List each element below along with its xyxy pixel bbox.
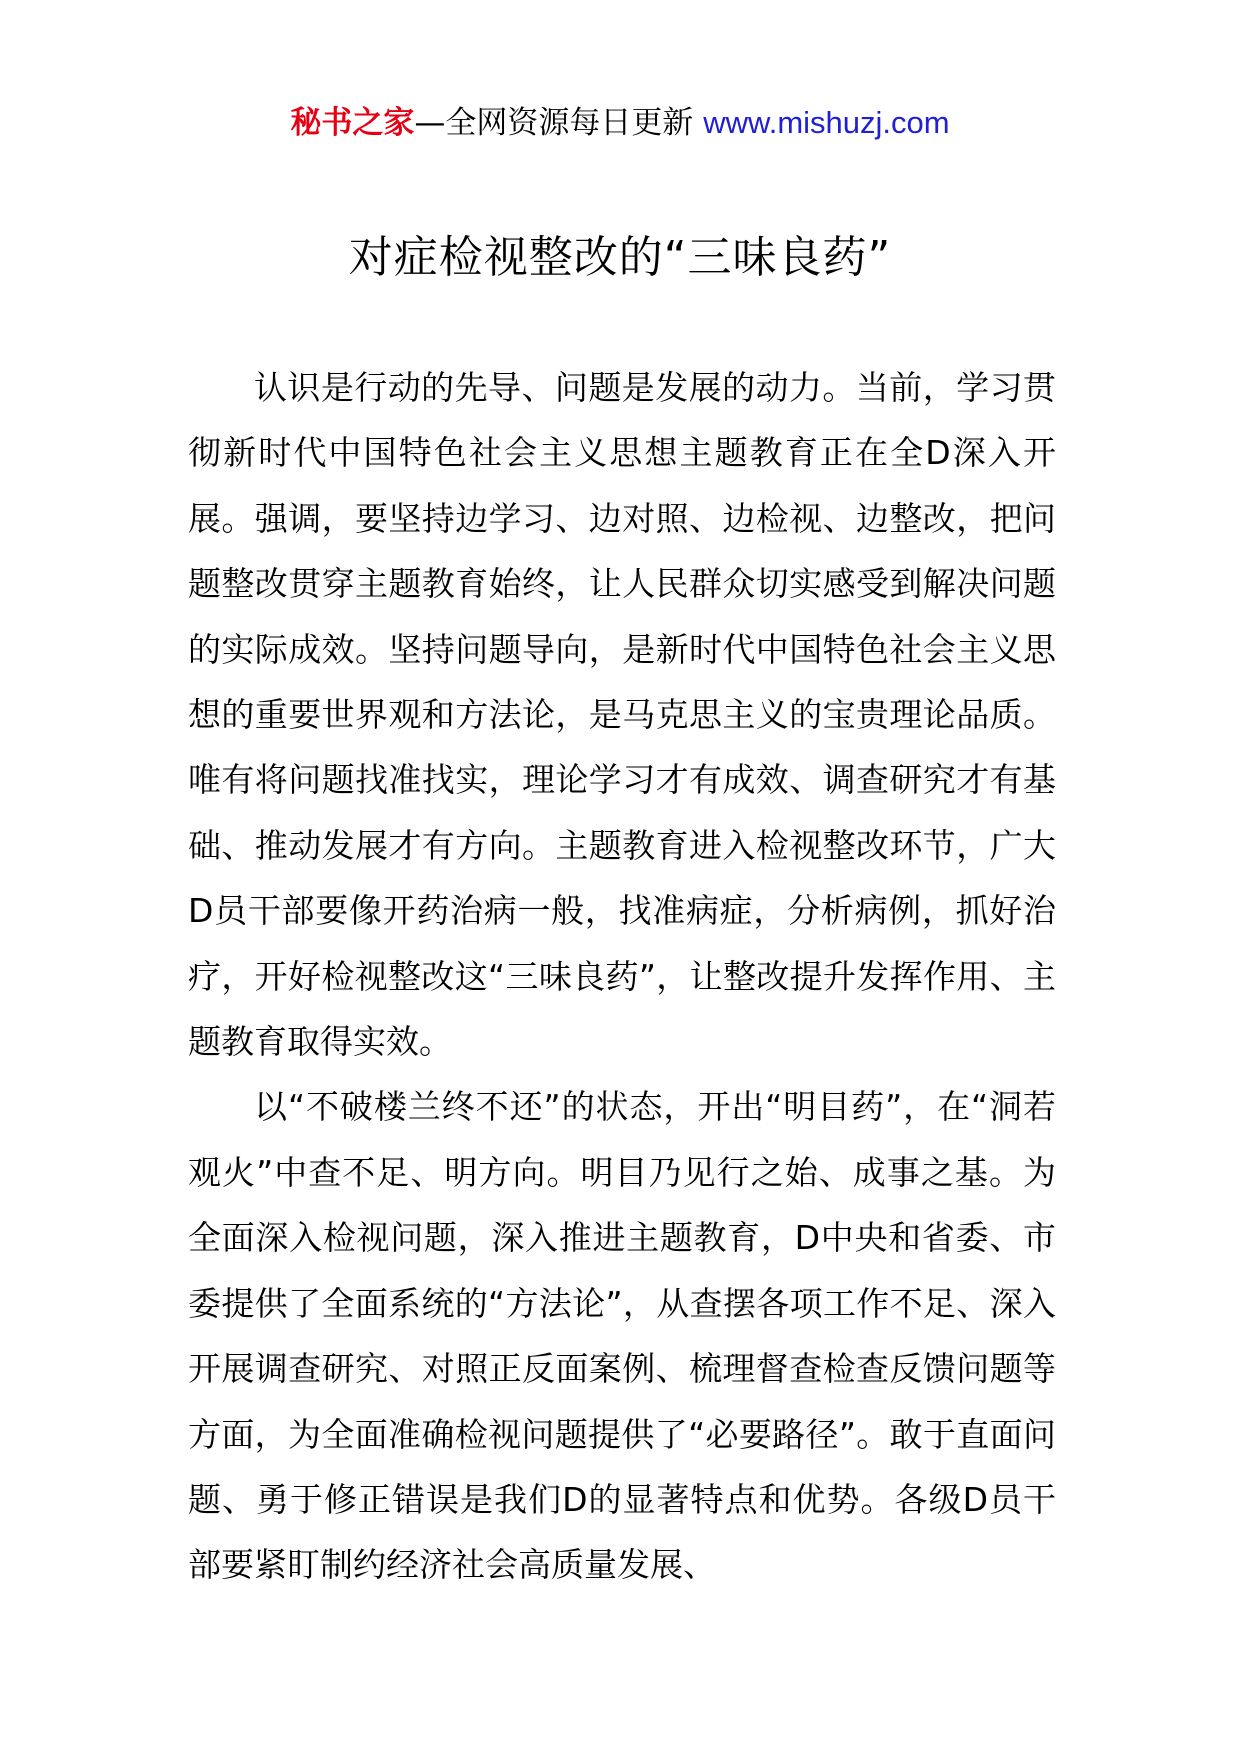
body-paragraph: 认识是行动的先导、问题是发展的动力。当前，学习贯彻新时代中国特色社会主义思想主题教育正在全D深入开展。强调，要坚持边学习、边对照、边检视、边整改，把问题整改贯穿主题教育始终，让人民群众切实感受到解决问题的实际成效。坚持问题导向，是新时代中国特色社会主义思想的重要世界观和方法论，是马克思主义的宝贵理论品质。唯有将问题找准找实，理论学习才有成效、调查研究才有基础、推动发展才有方向。主题教育进入检视整改环节，广大D员干部要像开药治病一般，找准病症，分析病例，抓好治疗，开好检视整改这“三味良药”，让整改提升发挥作用、主题教育取得实效。 <box>188 368 1056 1062</box>
site-url-link[interactable]: www.mishuzj.com <box>703 105 950 140</box>
document-body <box>188 355 1056 1598</box>
site-slogan: —全网资源每日更新 <box>414 105 694 141</box>
site-header <box>0 100 1240 146</box>
document-title: 对症检视整改的“三味良药” <box>348 232 892 283</box>
site-brand: 秘书之家 <box>290 105 415 141</box>
body-paragraph: 以“不破楼兰终不还”的状态，开出“明目药”，在“洞若观火”中查不足、明方向。明目乃见行之始、成事之基。为全面深入检视问题，深入推进主题教育，D中央和省委、市委提供了全面系统的“方法论”，从查摆各项工作不足、深入开展调查研究、对照正反面案例、梳理督查检查反馈问题等方面，为全面准确检视问题提供了“必要路径”。敢于直面问题、勇于修正错误是我们D的显著特点和优势。各级D员干部要紧盯制约经济社会高质量发展、 <box>188 1087 1056 1585</box>
